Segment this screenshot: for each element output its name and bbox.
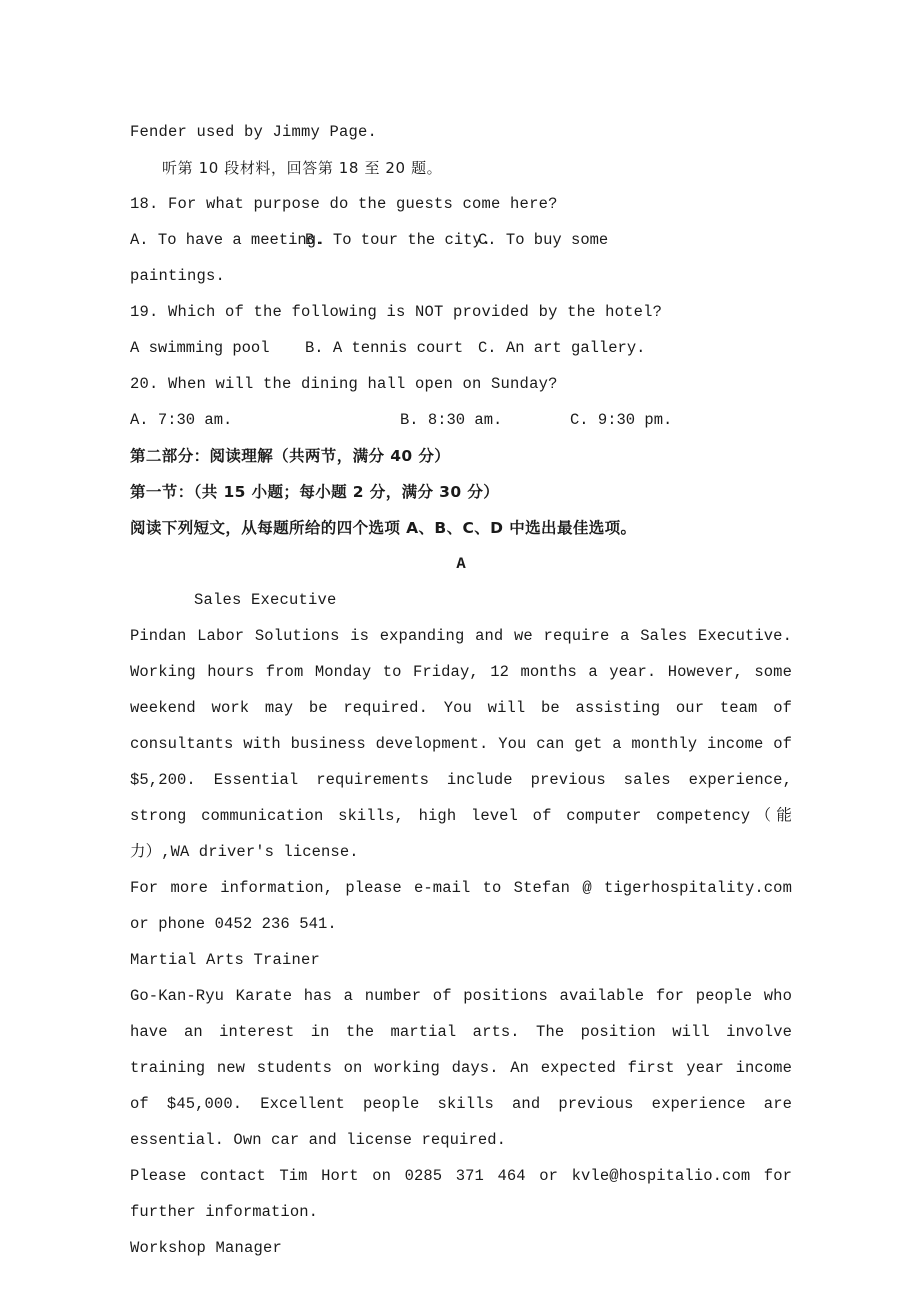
section-one-heading: 第一节：（共 15 小题；每小题 2 分，满分 30 分）: [130, 483, 500, 501]
question-19: 19. Which of the following is NOT provided by the hotel?: [130, 303, 663, 321]
document-body: [130, 114, 792, 1266]
job-title-workshop-manager: Workshop Manager: [130, 1239, 283, 1257]
option-18-b: B. To tour the city.: [305, 231, 492, 249]
listening-instruction: 听第 10 段材料，回答第 18 至 20 题。: [162, 159, 443, 177]
part-two-heading: 第二部分：阅读理解（共两节，满分 40 分）: [130, 447, 451, 465]
option-20-b: B. 8:30 am.: [400, 411, 503, 429]
option-20-c: C. 9:30 pm.: [570, 411, 673, 429]
job-description-martial-arts-trainer: Go-Kan-Ryu Karate has a number of positions available for people who have an interest in the martial arts. The position will involve training new students on working days. An expected first year income of $45,000. Excellent people skills and previous experience are essential. Own car and license required.: [130, 987, 792, 1149]
passage-label-a: A: [456, 555, 466, 573]
question-20-options: [130, 402, 792, 438]
job-title-martial-arts-trainer: Martial Arts Trainer: [130, 951, 321, 969]
option-19-b: B. A tennis court: [305, 339, 464, 357]
option-20-a: A. 7:30 am.: [130, 411, 233, 429]
question-19-options: [130, 330, 792, 366]
question-20: 20. When will the dining hall open on Sunday?: [130, 375, 558, 393]
reading-instruction: 阅读下列短文，从每题所给的四个选项 A、B、C、D 中选出最佳选项。: [130, 519, 637, 537]
job-title-sales-executive: Sales Executive: [194, 591, 337, 609]
job-contact-sales-executive: For more information, please e-mail to Stefan @ tigerhospitality.com or phone 0452 236 541.: [130, 879, 792, 933]
option-18-a: A. To have a meeting.: [130, 231, 326, 249]
option-18-c-continuation: paintings.: [130, 267, 226, 285]
job-description-sales-executive: Pindan Labor Solutions is expanding and we require a Sales Executive. Working hours from Monday to Friday, 12 months a year. However, some weekend work may be required. You will be assisting our team of consultants with business development. You can get a monthly income of $5,200. Essential requirements include previous sales experience, strong communication skills, high level of computer competency（能力）,WA driver's license.: [130, 627, 792, 861]
question-18-options: [130, 222, 792, 258]
option-19-a: A swimming pool: [130, 339, 270, 357]
option-19-c: C. An art gallery.: [478, 339, 646, 357]
question-18: 18. For what purpose do the guests come here?: [130, 195, 558, 213]
line-fender: Fender used by Jimmy Page.: [130, 123, 378, 141]
option-18-c: C. To buy some: [478, 231, 609, 249]
job-contact-martial-arts-trainer: Please contact Tim Hort on 0285 371 464 or kvle@hospitalio.com for further information.: [130, 1167, 792, 1221]
